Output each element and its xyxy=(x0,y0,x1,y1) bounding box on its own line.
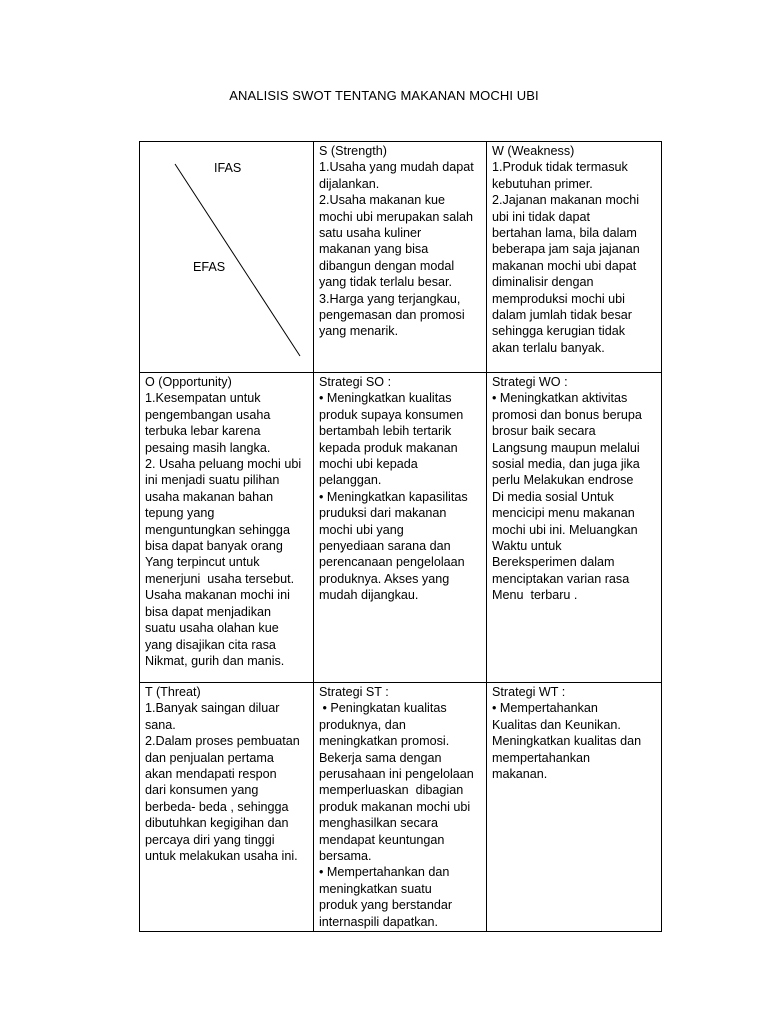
text-line: mendapat keuntungan xyxy=(319,832,445,847)
text-line: produk supaya konsumen xyxy=(319,407,464,422)
text-line: internaspili dapatkan. xyxy=(319,914,439,929)
text-line: Usaha makanan mochi ini xyxy=(145,588,290,603)
table-row-header xyxy=(140,142,662,373)
strategy-wt-list xyxy=(492,700,656,782)
text-line: tepung yang xyxy=(145,506,215,521)
swot-table xyxy=(139,141,662,932)
strength-header: S (Strength) xyxy=(319,144,387,158)
text-line: memperluaskan dibagian xyxy=(319,783,464,798)
strategy-wo-list xyxy=(492,390,656,603)
text-line: sosial media, dan juga jika xyxy=(492,457,640,472)
text-line: bisa dapat banyak orang xyxy=(145,539,283,554)
text-line: brosur baik secara xyxy=(492,424,596,439)
strategy-wo-cell xyxy=(487,373,662,683)
weakness-list xyxy=(492,159,656,356)
text-line: dalam jumlah tidak besar xyxy=(492,308,633,323)
text-line: akan mendapati respon xyxy=(145,767,277,782)
text-line: dari konsumen yang xyxy=(145,783,259,798)
text-line: dijalankan. xyxy=(319,176,380,191)
text-line: Menu terbaru . xyxy=(492,588,578,603)
table-row-threat xyxy=(140,683,662,932)
text-line: perlu Melakukan endrose xyxy=(492,473,634,488)
text-line: dibutuhkan kegigihan dan xyxy=(145,816,289,831)
strength-cell xyxy=(314,142,487,373)
strategy-st-list xyxy=(319,700,481,930)
threat-list xyxy=(145,700,308,864)
text-line: • Mempertahankan dan xyxy=(319,865,450,880)
strategy-so-cell xyxy=(314,373,487,683)
text-line: ubi ini tidak dapat xyxy=(492,209,591,224)
text-line: Bekerja sama dengan xyxy=(319,750,442,765)
table-row-opportunity xyxy=(140,373,662,683)
corner-cell-ifas-efas xyxy=(140,142,314,373)
text-line: diminalisir dengan xyxy=(492,275,594,290)
text-line: perencanaan pengelolaan xyxy=(319,555,465,570)
text-line: menerjuni usaha tersebut. xyxy=(145,571,295,586)
text-line: 2.Dalam proses pembuatan xyxy=(145,734,300,749)
opportunity-header: O (Opportunity) xyxy=(145,375,232,389)
text-line: Kualitas dan Keunikan. xyxy=(492,717,621,732)
text-line: produknya. Akses yang xyxy=(319,571,450,586)
text-line: sehingga kerugian tidak xyxy=(492,324,626,339)
strategy-wt-cell xyxy=(487,683,662,932)
text-line: mencicipi menu makanan xyxy=(492,506,635,521)
strategy-so-list xyxy=(319,390,481,603)
text-line: makanan yang bisa xyxy=(319,242,429,257)
text-line: Meningkatkan kualitas dan xyxy=(492,734,642,749)
text-line: yang disajikan cita rasa xyxy=(145,637,276,652)
opportunity-list xyxy=(145,390,308,669)
text-line: suatu usaha olahan kue xyxy=(145,621,279,636)
text-line: dibangun dengan modal xyxy=(319,258,455,273)
text-line: 1.Produk tidak termasuk xyxy=(492,160,628,175)
text-line: • Mempertahankan xyxy=(492,701,598,716)
weakness-header: W (Weakness) xyxy=(492,144,575,158)
text-line: pengembangan usaha xyxy=(145,407,271,422)
strength-list xyxy=(319,159,481,339)
text-line: produk yang berstandar xyxy=(319,898,453,913)
ifas-label: IFAS xyxy=(214,161,242,175)
text-line: beberapa jam saja jajanan xyxy=(492,242,640,257)
text-line: mochi ubi merupakan salah xyxy=(319,209,474,224)
text-line: mochi ubi yang xyxy=(319,522,404,537)
text-line: pesaing masih langka. xyxy=(145,440,271,455)
text-line: 2. Usaha peluang mochi ubi xyxy=(145,457,302,472)
text-line: mempertahankan xyxy=(492,750,591,765)
text-line: • Meningkatkan kapasilitas xyxy=(319,489,468,504)
text-line: ini menjadi suatu pilihan xyxy=(145,473,280,488)
strategy-st-cell xyxy=(314,683,487,932)
text-line: perusahaan ini pengelolaan xyxy=(319,767,474,782)
strategy-wo-header: Strategi WO : xyxy=(492,375,568,389)
text-line: satu usaha kuliner xyxy=(319,226,422,241)
text-line: yang menarik. xyxy=(319,324,399,339)
text-line: berbeda- beda , sehingga xyxy=(145,799,289,814)
text-line: promosi dan bonus berupa xyxy=(492,407,642,422)
text-line: • Meningkatkan kualitas xyxy=(319,391,452,406)
text-line: produk makanan mochi ubi xyxy=(319,799,471,814)
text-line: menguntungkan sehingga xyxy=(145,522,290,537)
text-line: Nikmat, gurih dan manis. xyxy=(145,653,285,668)
text-line: meningkatkan suatu xyxy=(319,881,432,896)
text-line: 3.Harga yang terjangkau, xyxy=(319,291,461,306)
text-line: makanan mochi ubi dapat xyxy=(492,258,637,273)
text-line: • Peningkatan kualitas xyxy=(319,701,447,716)
text-line: mochi ubi kepada xyxy=(319,457,418,472)
text-line: mudah dijangkau. xyxy=(319,588,419,603)
threat-header: T (Threat) xyxy=(145,685,201,699)
text-line: yang tidak terlalu besar. xyxy=(319,275,453,290)
strategy-so-header: Strategi SO : xyxy=(319,375,392,389)
weakness-cell xyxy=(487,142,662,373)
text-line: makanan. xyxy=(492,767,548,782)
text-line: pengemasan dan promosi xyxy=(319,308,465,323)
text-line: usaha makanan bahan xyxy=(145,489,274,504)
text-line: bersama. xyxy=(319,849,372,864)
text-line: menghasilkan secara xyxy=(319,816,439,831)
text-line: terbuka lebar karena xyxy=(145,424,261,439)
text-line: Yang terpincut untuk xyxy=(145,555,260,570)
text-line: 1.Usaha yang mudah dapat xyxy=(319,160,474,175)
document-title: ANALISIS SWOT TENTANG MAKANAN MOCHI UBI xyxy=(229,88,539,103)
text-line: 2.Usaha makanan kue xyxy=(319,193,446,208)
text-line: meningkatkan promosi. xyxy=(319,734,450,749)
text-line: pruduksi dari makanan xyxy=(319,506,447,521)
text-line: bertambah lebih tertarik xyxy=(319,424,452,439)
text-line: menciptakan varian rasa xyxy=(492,571,630,586)
diagonal-divider-line xyxy=(140,142,314,373)
text-line: Bereksperimen dalam xyxy=(492,555,615,570)
text-line: sana. xyxy=(145,717,176,732)
text-line: penyediaan sarana dan xyxy=(319,539,451,554)
strategy-st-header: Strategi ST : xyxy=(319,685,389,699)
efas-label: EFAS xyxy=(193,260,226,274)
text-line: 1.Banyak saingan diluar xyxy=(145,701,280,716)
opportunity-cell xyxy=(140,373,314,683)
strategy-wt-header: Strategi WT : xyxy=(492,685,566,699)
text-line: untuk melakukan usaha ini. xyxy=(145,849,298,864)
text-line: 1.Kesempatan untuk xyxy=(145,391,261,406)
text-line: Langsung maupun melalui xyxy=(492,440,640,455)
threat-cell xyxy=(140,683,314,932)
text-line: Waktu untuk xyxy=(492,539,562,554)
text-line: dan penjualan pertama xyxy=(145,750,274,765)
text-line: produknya, dan xyxy=(319,717,406,732)
text-line: memproduksi mochi ubi xyxy=(492,291,625,306)
text-line: mochi ubi ini. Meluangkan xyxy=(492,522,638,537)
text-line: • Meningkatkan aktivitas xyxy=(492,391,628,406)
text-line: bertahan lama, bila dalam xyxy=(492,226,637,241)
text-line: kebutuhan primer. xyxy=(492,176,593,191)
text-line: akan terlalu banyak. xyxy=(492,340,605,355)
text-line: percaya diri yang tinggi xyxy=(145,832,275,847)
text-line: Di media sosial Untuk xyxy=(492,489,614,504)
text-line: bisa dapat menjadikan xyxy=(145,604,272,619)
text-line: kepada produk makanan xyxy=(319,440,458,455)
text-line: pelanggan. xyxy=(319,473,382,488)
text-line: 2.Jajanan makanan mochi xyxy=(492,193,640,208)
